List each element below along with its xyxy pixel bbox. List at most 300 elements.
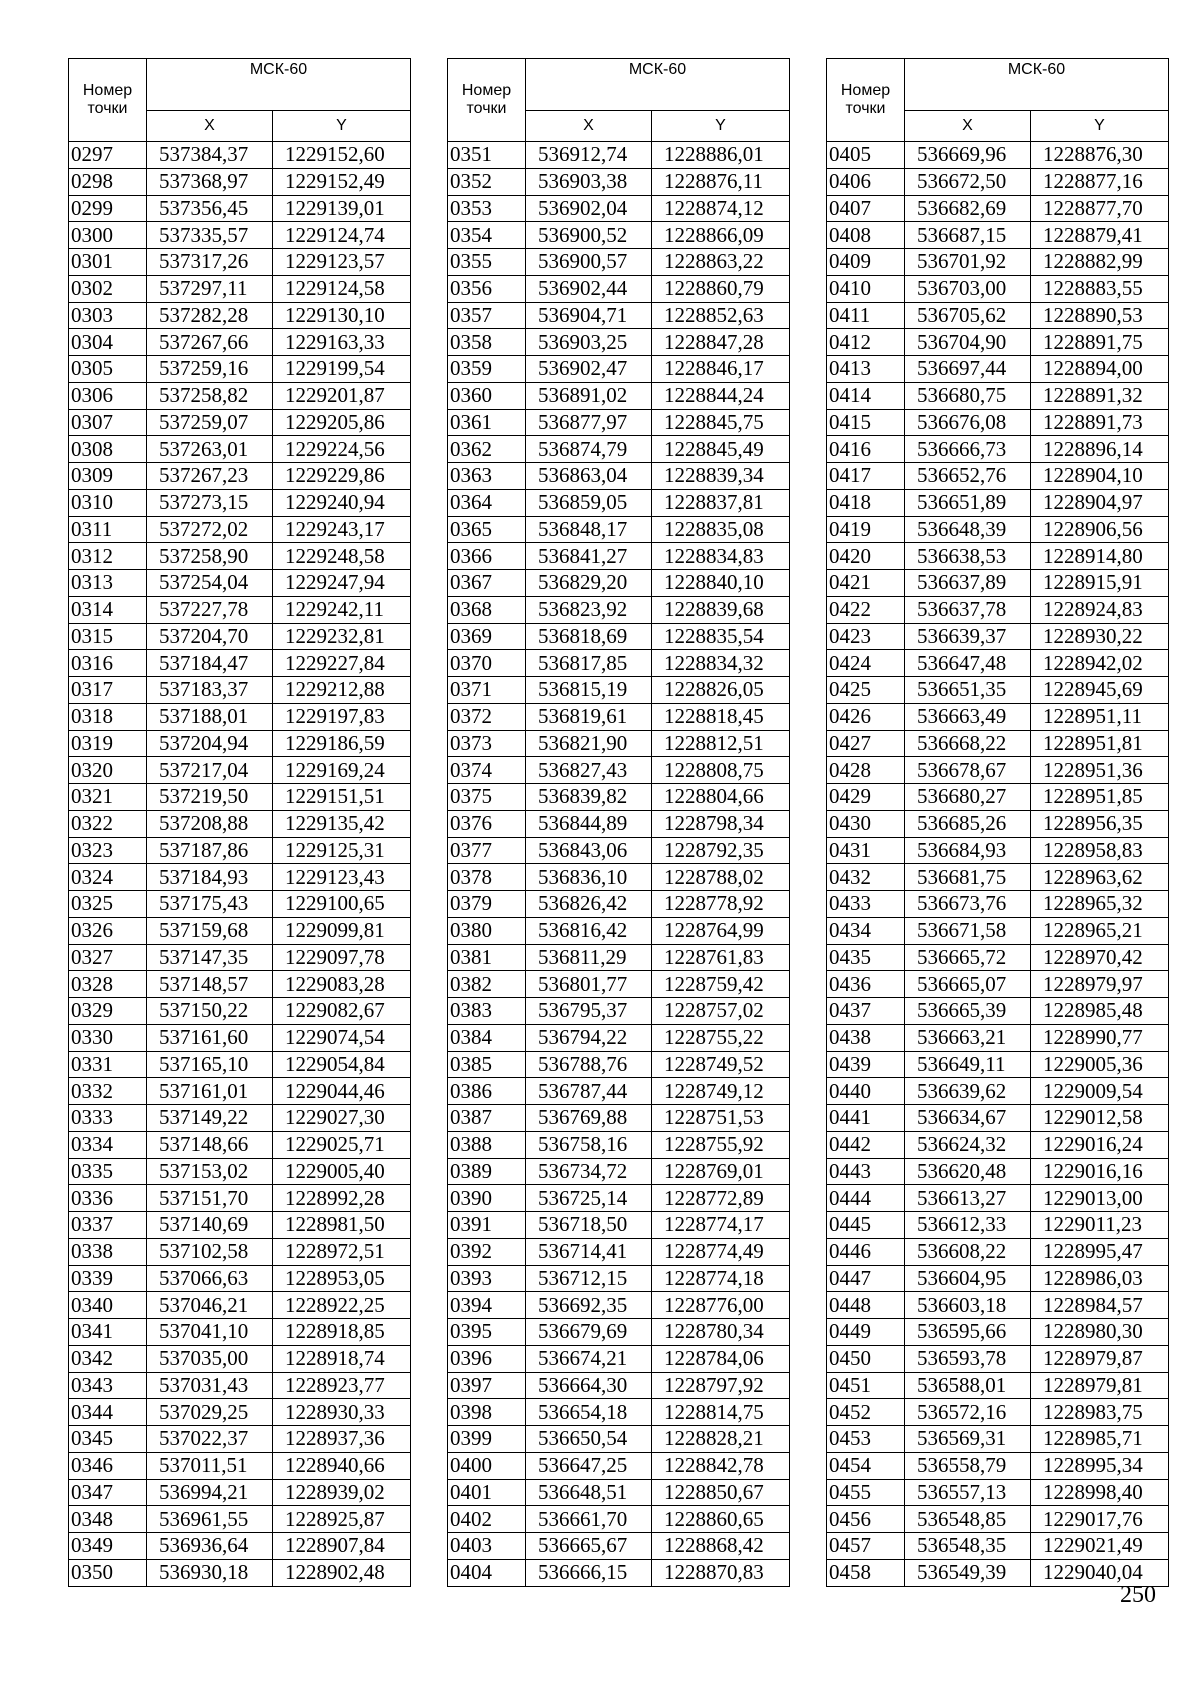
x-coordinate-cell: 536624,32 [905, 1131, 1031, 1158]
y-coordinate-cell: 1229205,86 [273, 409, 411, 436]
point-number-cell: 0428 [827, 757, 905, 784]
y-coordinate-cell: 1228826,05 [652, 677, 790, 704]
point-number-cell: 0434 [827, 917, 905, 944]
point-number-cell: 0427 [827, 730, 905, 757]
coordinate-system-header: МСК-60 [905, 59, 1169, 111]
y-coordinate-cell: 1228798,34 [652, 810, 790, 837]
table-row [827, 677, 1169, 704]
table-row [448, 436, 790, 463]
point-number-cell: 0362 [448, 436, 526, 463]
y-coordinate-cell: 1228992,28 [273, 1185, 411, 1212]
point-number-cell: 0447 [827, 1265, 905, 1292]
y-coordinate-cell: 1229227,84 [273, 650, 411, 677]
y-coordinate-cell: 1229197,83 [273, 703, 411, 730]
x-coordinate-cell: 537335,57 [147, 222, 273, 249]
table-row [827, 757, 1169, 784]
point-number-cell: 0397 [448, 1372, 526, 1399]
y-coordinate-cell: 1228937,36 [273, 1426, 411, 1453]
point-number-cell: 0319 [69, 730, 147, 757]
y-coordinate-cell: 1229229,86 [273, 463, 411, 490]
table-row [69, 784, 411, 811]
table-row [448, 1238, 790, 1265]
y-coordinate-cell: 1228804,66 [652, 784, 790, 811]
y-coordinate-cell: 1228983,75 [1031, 1399, 1169, 1426]
point-number-cell: 0358 [448, 329, 526, 356]
table-row [69, 1479, 411, 1506]
table-row [448, 168, 790, 195]
table-row [827, 543, 1169, 570]
y-coordinate-cell: 1229151,51 [273, 784, 411, 811]
point-number-cell: 0365 [448, 516, 526, 543]
table-row [69, 1185, 411, 1212]
y-coordinate-cell: 1229139,01 [273, 195, 411, 222]
y-coordinate-cell: 1228839,34 [652, 463, 790, 490]
y-coordinate-cell: 1228866,09 [652, 222, 790, 249]
x-coordinate-cell: 537258,82 [147, 382, 273, 409]
x-coordinate-cell: 537267,66 [147, 329, 273, 356]
y-coordinate-cell: 1228784,06 [652, 1345, 790, 1372]
y-coordinate-cell: 1228914,80 [1031, 543, 1169, 570]
x-coordinate-cell: 536666,73 [905, 436, 1031, 463]
y-coordinate-cell: 1228985,48 [1031, 998, 1169, 1025]
x-coordinate-cell: 536634,67 [905, 1105, 1031, 1132]
point-number-cell: 0317 [69, 677, 147, 704]
y-coordinate-cell: 1228904,10 [1031, 463, 1169, 490]
table-row [827, 837, 1169, 864]
x-coordinate-cell: 536900,57 [526, 249, 652, 276]
table-row [69, 1131, 411, 1158]
point-number-cell: 0406 [827, 168, 905, 195]
x-coordinate-cell: 536661,70 [526, 1506, 652, 1533]
point-number-cell: 0392 [448, 1238, 526, 1265]
table-row [69, 436, 411, 463]
y-coordinate-cell: 1228980,30 [1031, 1319, 1169, 1346]
y-coordinate-cell: 1228990,77 [1031, 1024, 1169, 1051]
x-coordinate-cell: 536826,42 [526, 891, 652, 918]
table-row [827, 436, 1169, 463]
y-coordinate-cell: 1228874,12 [652, 195, 790, 222]
point-number-cell: 0408 [827, 222, 905, 249]
x-coordinate-cell: 536639,37 [905, 623, 1031, 650]
y-coordinate-cell: 1228860,65 [652, 1506, 790, 1533]
x-coordinate-cell: 536817,85 [526, 650, 652, 677]
x-coordinate-cell: 536639,62 [905, 1078, 1031, 1105]
point-number-cell: 0369 [448, 623, 526, 650]
y-coordinate-cell: 1228835,08 [652, 516, 790, 543]
point-number-cell: 0429 [827, 784, 905, 811]
table-row [827, 1051, 1169, 1078]
y-coordinate-cell: 1228925,87 [273, 1506, 411, 1533]
x-coordinate-cell: 536912,74 [526, 142, 652, 169]
point-number-cell: 0323 [69, 837, 147, 864]
y-coordinate-cell: 1229123,43 [273, 864, 411, 891]
table-row [827, 329, 1169, 356]
x-coordinate-cell: 536874,79 [526, 436, 652, 463]
point-number-cell: 0297 [69, 142, 147, 169]
y-coordinate-cell: 1228749,52 [652, 1051, 790, 1078]
point-number-cell: 0313 [69, 570, 147, 597]
x-coordinate-cell: 537254,04 [147, 570, 273, 597]
x-coordinate-cell: 536821,90 [526, 730, 652, 757]
table-row [827, 1105, 1169, 1132]
point-number-cell: 0399 [448, 1426, 526, 1453]
y-coordinate-cell: 1228951,11 [1031, 703, 1169, 730]
point-number-cell: 0368 [448, 596, 526, 623]
y-coordinate-cell: 1228879,41 [1031, 222, 1169, 249]
x-coordinate-cell: 536664,30 [526, 1372, 652, 1399]
point-number-cell: 0349 [69, 1533, 147, 1560]
x-coordinate-cell: 536829,20 [526, 570, 652, 597]
x-coordinate-cell: 536593,78 [905, 1345, 1031, 1372]
x-coordinate-cell: 537140,69 [147, 1212, 273, 1239]
coordinates-table-3 [826, 58, 1169, 1587]
x-coordinate-cell: 536674,21 [526, 1345, 652, 1372]
table-row [448, 1426, 790, 1453]
x-header: X [147, 110, 273, 141]
y-coordinate-cell: 1228995,47 [1031, 1238, 1169, 1265]
x-coordinate-cell: 537035,00 [147, 1345, 273, 1372]
table-row [69, 677, 411, 704]
table-row [448, 810, 790, 837]
point-number-cell: 0305 [69, 356, 147, 383]
table-row [827, 1345, 1169, 1372]
table-row [827, 1533, 1169, 1560]
y-coordinate-cell: 1228930,22 [1031, 623, 1169, 650]
point-number-cell: 0310 [69, 489, 147, 516]
table-row [827, 596, 1169, 623]
x-coordinate-cell: 536649,11 [905, 1051, 1031, 1078]
table-row [827, 382, 1169, 409]
table-row [448, 677, 790, 704]
x-coordinate-cell: 536961,55 [147, 1506, 273, 1533]
y-coordinate-cell: 1228942,02 [1031, 650, 1169, 677]
point-number-cell: 0364 [448, 489, 526, 516]
table-row [448, 195, 790, 222]
table-row [69, 142, 411, 169]
table-row [448, 249, 790, 276]
table-row [448, 1078, 790, 1105]
x-coordinate-cell: 536718,50 [526, 1212, 652, 1239]
point-number-cell: 0414 [827, 382, 905, 409]
x-coordinate-cell: 537165,10 [147, 1051, 273, 1078]
point-number-cell: 0303 [69, 302, 147, 329]
x-coordinate-cell: 536769,88 [526, 1105, 652, 1132]
x-coordinate-cell: 536652,76 [905, 463, 1031, 490]
point-number-cell: 0367 [448, 570, 526, 597]
point-number-cell: 0301 [69, 249, 147, 276]
point-number-cell: 0456 [827, 1506, 905, 1533]
point-number-cell: 0379 [448, 891, 526, 918]
point-number-cell: 0346 [69, 1452, 147, 1479]
table-row [69, 810, 411, 837]
x-coordinate-cell: 536637,89 [905, 570, 1031, 597]
x-coordinate-cell: 536650,54 [526, 1426, 652, 1453]
table-row [69, 1078, 411, 1105]
y-coordinate-cell: 1229097,78 [273, 944, 411, 971]
coordinates-table-1 [68, 58, 411, 1587]
y-header: Y [652, 110, 790, 141]
point-number-cell: 0404 [448, 1559, 526, 1586]
y-coordinate-cell: 1228882,99 [1031, 249, 1169, 276]
x-coordinate-cell: 536648,39 [905, 516, 1031, 543]
point-number-header [69, 59, 147, 142]
table-row [448, 1399, 790, 1426]
y-coordinate-cell: 1228774,18 [652, 1265, 790, 1292]
point-number-cell: 0311 [69, 516, 147, 543]
table-row [827, 1158, 1169, 1185]
x-coordinate-cell: 537297,11 [147, 275, 273, 302]
y-coordinate-cell: 1228769,01 [652, 1158, 790, 1185]
y-coordinate-cell: 1228984,57 [1031, 1292, 1169, 1319]
x-coordinate-cell: 536558,79 [905, 1452, 1031, 1479]
y-coordinate-cell: 1228860,79 [652, 275, 790, 302]
point-number-cell: 0322 [69, 810, 147, 837]
point-number-cell: 0348 [69, 1506, 147, 1533]
table-row [448, 837, 790, 864]
y-coordinate-cell: 1229152,49 [273, 168, 411, 195]
x-coordinate-cell: 536815,19 [526, 677, 652, 704]
point-number-cell: 0380 [448, 917, 526, 944]
x-coordinate-cell: 536666,15 [526, 1559, 652, 1586]
table-row [827, 1452, 1169, 1479]
point-number-cell: 0422 [827, 596, 905, 623]
point-number-cell: 0411 [827, 302, 905, 329]
point-number-cell: 0331 [69, 1051, 147, 1078]
point-number-cell: 0342 [69, 1345, 147, 1372]
point-number-cell: 0449 [827, 1319, 905, 1346]
y-coordinate-cell: 1228808,75 [652, 757, 790, 784]
point-number-cell: 0391 [448, 1212, 526, 1239]
header-label-line1: Номер [840, 82, 891, 99]
table-row [448, 1131, 790, 1158]
point-number-cell: 0374 [448, 757, 526, 784]
table-row [827, 302, 1169, 329]
point-number-header [448, 59, 526, 142]
y-coordinate-cell: 1229027,30 [273, 1105, 411, 1132]
x-coordinate-cell: 536608,22 [905, 1238, 1031, 1265]
y-coordinate-cell: 1229083,28 [273, 971, 411, 998]
x-coordinate-cell: 537227,78 [147, 596, 273, 623]
x-coordinate-cell: 537273,15 [147, 489, 273, 516]
table-row [827, 623, 1169, 650]
table-row [69, 998, 411, 1025]
y-coordinate-cell: 1229016,24 [1031, 1131, 1169, 1158]
table-row [827, 463, 1169, 490]
x-coordinate-cell: 536669,96 [905, 142, 1031, 169]
point-number-cell: 0440 [827, 1078, 905, 1105]
table-row [69, 917, 411, 944]
y-coordinate-cell: 1228778,92 [652, 891, 790, 918]
table-row [827, 1265, 1169, 1292]
x-coordinate-cell: 536687,15 [905, 222, 1031, 249]
point-number-cell: 0356 [448, 275, 526, 302]
table-row [69, 944, 411, 971]
y-coordinate-cell: 1228834,32 [652, 650, 790, 677]
table-row [448, 757, 790, 784]
y-coordinate-cell: 1228979,97 [1031, 971, 1169, 998]
x-coordinate-cell: 537148,57 [147, 971, 273, 998]
point-number-cell: 0352 [448, 168, 526, 195]
y-coordinate-cell: 1228979,81 [1031, 1372, 1169, 1399]
x-coordinate-cell: 536663,49 [905, 703, 1031, 730]
coordinate-system-header: МСК-60 [526, 59, 790, 111]
y-coordinate-cell: 1229082,67 [273, 998, 411, 1025]
y-coordinate-cell: 1228930,33 [273, 1399, 411, 1426]
x-coordinate-cell: 536844,89 [526, 810, 652, 837]
table-row [827, 1292, 1169, 1319]
y-coordinate-cell: 1229005,40 [273, 1158, 411, 1185]
table-row [448, 917, 790, 944]
y-header: Y [273, 110, 411, 141]
x-coordinate-cell: 537184,93 [147, 864, 273, 891]
table-row [69, 1372, 411, 1399]
table-row [448, 1158, 790, 1185]
table-row [69, 703, 411, 730]
table-row [448, 275, 790, 302]
table-row [448, 489, 790, 516]
y-coordinate-cell: 1229186,59 [273, 730, 411, 757]
y-coordinate-cell: 1228981,50 [273, 1212, 411, 1239]
y-coordinate-cell: 1228839,68 [652, 596, 790, 623]
point-number-cell: 0298 [69, 168, 147, 195]
header-label-line2: точки [87, 100, 128, 117]
x-coordinate-cell: 537384,37 [147, 142, 273, 169]
x-coordinate-cell: 536734,72 [526, 1158, 652, 1185]
x-coordinate-cell: 537208,88 [147, 810, 273, 837]
point-number-cell: 0345 [69, 1426, 147, 1453]
x-coordinate-cell: 537183,37 [147, 677, 273, 704]
x-coordinate-cell: 537011,51 [147, 1452, 273, 1479]
point-number-cell: 0421 [827, 570, 905, 597]
y-coordinate-cell: 1228846,17 [652, 356, 790, 383]
table-row [827, 944, 1169, 971]
y-coordinate-cell: 1228945,69 [1031, 677, 1169, 704]
x-coordinate-cell: 537150,22 [147, 998, 273, 1025]
y-coordinate-cell: 1229224,56 [273, 436, 411, 463]
table-row [448, 596, 790, 623]
point-number-cell: 0412 [827, 329, 905, 356]
table-row [448, 1319, 790, 1346]
y-coordinate-cell: 1229199,54 [273, 356, 411, 383]
y-coordinate-cell: 1228852,63 [652, 302, 790, 329]
y-coordinate-cell: 1228844,24 [652, 382, 790, 409]
point-number-cell: 0401 [448, 1479, 526, 1506]
y-coordinate-cell: 1228876,11 [652, 168, 790, 195]
point-number-cell: 0452 [827, 1399, 905, 1426]
point-number-cell: 0326 [69, 917, 147, 944]
x-coordinate-cell: 536827,43 [526, 757, 652, 784]
x-coordinate-cell: 537161,60 [147, 1024, 273, 1051]
x-coordinate-cell: 537175,43 [147, 891, 273, 918]
point-number-cell: 0394 [448, 1292, 526, 1319]
table-row [827, 1024, 1169, 1051]
table-row [448, 1185, 790, 1212]
point-number-cell: 0381 [448, 944, 526, 971]
point-number-cell: 0423 [827, 623, 905, 650]
point-number-cell: 0328 [69, 971, 147, 998]
y-coordinate-cell: 1229169,24 [273, 757, 411, 784]
x-coordinate-cell: 536676,08 [905, 409, 1031, 436]
x-coordinate-cell: 536638,53 [905, 543, 1031, 570]
y-coordinate-cell: 1228761,83 [652, 944, 790, 971]
point-number-cell: 0438 [827, 1024, 905, 1051]
y-coordinate-cell: 1228797,92 [652, 1372, 790, 1399]
y-coordinate-cell: 1228837,81 [652, 489, 790, 516]
table-row [448, 1479, 790, 1506]
point-number-cell: 0306 [69, 382, 147, 409]
point-number-cell: 0307 [69, 409, 147, 436]
table-row [827, 784, 1169, 811]
point-number-cell: 0334 [69, 1131, 147, 1158]
table-row [448, 1105, 790, 1132]
y-header: Y [1031, 110, 1169, 141]
point-number-cell: 0439 [827, 1051, 905, 1078]
point-number-cell: 0373 [448, 730, 526, 757]
y-coordinate-cell: 1229124,74 [273, 222, 411, 249]
point-number-cell: 0344 [69, 1399, 147, 1426]
table-row [827, 864, 1169, 891]
point-number-cell: 0332 [69, 1078, 147, 1105]
point-number-cell: 0432 [827, 864, 905, 891]
table-row [448, 1533, 790, 1560]
table-row [69, 168, 411, 195]
table-row [827, 1185, 1169, 1212]
y-coordinate-cell: 1229152,60 [273, 142, 411, 169]
y-coordinate-cell: 1229011,23 [1031, 1212, 1169, 1239]
point-number-cell: 0388 [448, 1131, 526, 1158]
y-coordinate-cell: 1229044,46 [273, 1078, 411, 1105]
x-coordinate-cell: 536647,48 [905, 650, 1031, 677]
y-coordinate-cell: 1228922,25 [273, 1292, 411, 1319]
y-coordinate-cell: 1228891,75 [1031, 329, 1169, 356]
x-coordinate-cell: 536725,14 [526, 1185, 652, 1212]
point-number-cell: 0425 [827, 677, 905, 704]
y-coordinate-cell: 1228965,21 [1031, 917, 1169, 944]
x-coordinate-cell: 537259,16 [147, 356, 273, 383]
point-number-cell: 0409 [827, 249, 905, 276]
y-coordinate-cell: 1228907,84 [273, 1533, 411, 1560]
point-number-cell: 0335 [69, 1158, 147, 1185]
y-coordinate-cell: 1228939,02 [273, 1479, 411, 1506]
point-number-cell: 0359 [448, 356, 526, 383]
table-row [827, 249, 1169, 276]
x-coordinate-cell: 536848,17 [526, 516, 652, 543]
y-coordinate-cell: 1228915,91 [1031, 570, 1169, 597]
point-number-cell: 0324 [69, 864, 147, 891]
table-row [448, 944, 790, 971]
table-row [69, 1559, 411, 1586]
point-number-cell: 0398 [448, 1399, 526, 1426]
point-number-cell: 0353 [448, 195, 526, 222]
table-row [448, 356, 790, 383]
header-label-line2: точки [466, 100, 507, 117]
point-number-cell: 0371 [448, 677, 526, 704]
table-row [448, 1292, 790, 1319]
x-coordinate-cell: 536704,90 [905, 329, 1031, 356]
table-row [827, 409, 1169, 436]
x-coordinate-cell: 536788,76 [526, 1051, 652, 1078]
table-row [69, 463, 411, 490]
point-number-cell: 0400 [448, 1452, 526, 1479]
header-label-line1: Номер [461, 82, 512, 99]
table-row [827, 1372, 1169, 1399]
table-row [448, 1265, 790, 1292]
y-coordinate-cell: 1229021,49 [1031, 1533, 1169, 1560]
point-number-cell: 0387 [448, 1105, 526, 1132]
point-number-cell: 0321 [69, 784, 147, 811]
table-row [448, 730, 790, 757]
table-row [69, 249, 411, 276]
